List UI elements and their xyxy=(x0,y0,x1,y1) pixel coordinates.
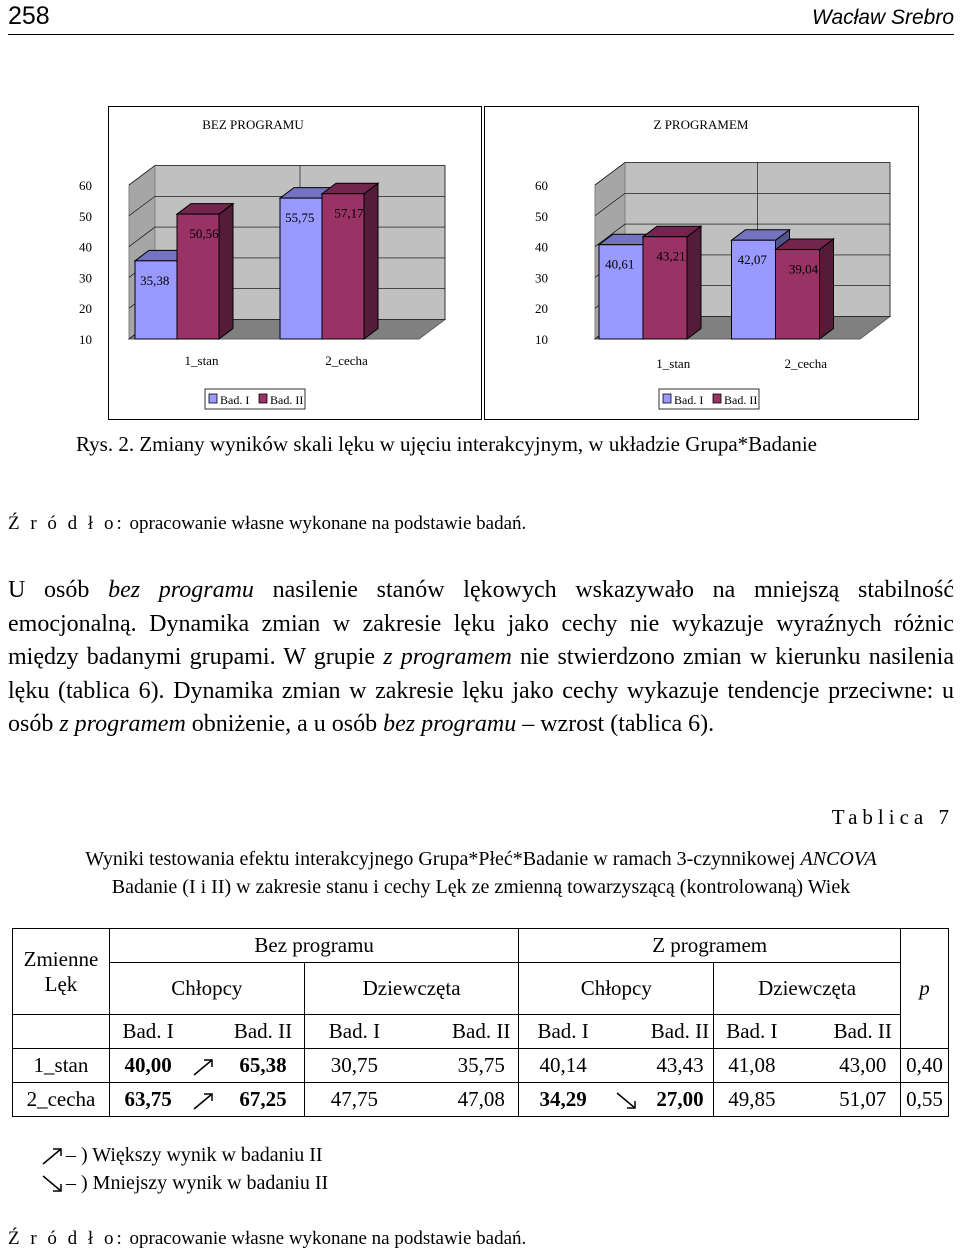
data-label: 50,56 xyxy=(189,226,219,242)
arrow-up-icon xyxy=(191,1056,217,1078)
y-tick-label: 40 xyxy=(79,239,92,255)
arrow-up-icon xyxy=(191,1090,217,1112)
sex-header: Dziewczęta xyxy=(304,963,519,1015)
category-label: 2_cecha xyxy=(784,356,828,371)
y-tick-label: 10 xyxy=(79,332,92,347)
bar-side xyxy=(820,239,834,339)
data-label: 57,17 xyxy=(334,205,364,221)
running-head-author: Wacław Srebro xyxy=(812,6,954,29)
body-paragraph xyxy=(8,574,954,742)
y-tick-label: 60 xyxy=(535,178,548,193)
legend-label: Bad. II xyxy=(724,393,758,407)
bad-header: Bad. I xyxy=(714,1015,790,1049)
page-number: 258 xyxy=(8,2,50,30)
text-run-italic: z programem xyxy=(59,711,186,737)
legend-swatch xyxy=(713,394,721,403)
chart-legend xyxy=(205,389,305,409)
table-row xyxy=(13,1083,949,1117)
bar-badii-1_stan xyxy=(643,226,701,339)
legend-down-text: – ) Mniejszy wynik w badaniu II xyxy=(66,1172,329,1194)
p-value: 0,55 xyxy=(900,1083,948,1117)
source-label: Ź r ó d ł o: xyxy=(8,1228,125,1249)
bar-side xyxy=(687,226,701,339)
text-run-italic: bez programu xyxy=(383,711,517,737)
empty-cell xyxy=(13,1015,110,1049)
category-label: 1_stan xyxy=(656,356,691,371)
y-tick-label: 50 xyxy=(79,208,92,224)
bad-header: Bad. II xyxy=(647,1015,714,1049)
table-title-line2: Badanie (I i II) w zakresie stanu i cechy Lęk ze zmienną towarzyszącą (kontrolowaną) Wiek xyxy=(111,876,851,898)
spacer-cell xyxy=(790,1015,826,1049)
bar-badii-2_cecha xyxy=(776,239,834,339)
value-cell: 47,75 xyxy=(304,1083,404,1117)
legend-up xyxy=(40,1144,323,1167)
value-cell: 34,29 xyxy=(519,1083,607,1117)
value-cell: 40,14 xyxy=(519,1049,607,1083)
results-table xyxy=(12,928,949,1117)
arrow-cell xyxy=(186,1049,222,1083)
arrow-up-icon xyxy=(40,1145,66,1167)
spacer-cell xyxy=(607,1049,647,1083)
data-label: 40,61 xyxy=(605,256,635,272)
bad-header: Bad. II xyxy=(826,1015,901,1049)
text-run: – wzrost (tablica 6). xyxy=(516,711,715,737)
chart-svg xyxy=(79,107,481,419)
row-label: 1_stan xyxy=(13,1049,110,1083)
value-cell: 49,85 xyxy=(714,1083,790,1117)
sex-header: Chłopcy xyxy=(519,963,714,1015)
chart-title: Z PROGRAMEM xyxy=(653,117,749,132)
text-run: nie stwierdzono zmian w kierunku nasilenia lęku (tablica 6). Dynamika zmian w zakresie lęku jako cechy wykazuje tendencje przeciwne: u osób xyxy=(8,644,954,737)
source-label: Ź r ó d ł o: xyxy=(8,513,125,534)
chart-title: BEZ PROGRAMU xyxy=(202,117,304,132)
figure-source xyxy=(8,513,526,535)
bar-badii-1_stan xyxy=(177,204,233,339)
bad-header: Bad. I xyxy=(519,1015,607,1049)
text-run: U osób xyxy=(8,577,109,603)
y-tick-label: 40 xyxy=(535,239,548,255)
spacer-cell xyxy=(186,1015,222,1049)
text-run: Wyniki testowania efektu interakcyjnego Grupa*Płeć*Badanie w ramach 3-czynnikowej xyxy=(85,848,801,870)
value-cell: 65,38 xyxy=(222,1049,304,1083)
y-tick-label: 20 xyxy=(79,301,92,317)
data-label: 42,07 xyxy=(737,252,767,268)
bad-header: Bad. I xyxy=(304,1015,404,1049)
sex-header: Dziewczęta xyxy=(714,963,901,1015)
y-tick-label: 10 xyxy=(535,332,548,347)
bad-header: Bad. I xyxy=(109,1015,186,1049)
bar-side xyxy=(219,204,233,339)
table-label: Tablica 7 xyxy=(831,805,954,829)
value-cell: 27,00 xyxy=(647,1083,714,1117)
legend-up-text: – ) Większy wynik w badaniu II xyxy=(66,1144,323,1166)
value-cell: 43,43 xyxy=(647,1049,714,1083)
p-value: 0,40 xyxy=(900,1049,948,1083)
group-header-bez: Bez programu xyxy=(109,929,518,963)
y-tick-label: 30 xyxy=(79,270,92,286)
text-run-italic: ANCOVA xyxy=(800,848,877,870)
bar-side xyxy=(364,183,378,339)
table-title-line1 xyxy=(8,848,954,871)
data-label: 43,21 xyxy=(656,248,686,264)
source-text: opracowanie własne wykonane na podstawie badań. xyxy=(124,1228,527,1249)
legend-swatch xyxy=(209,394,217,403)
source-text: opracowanie własne wykonane na podstawie badań. xyxy=(124,513,527,534)
spacer-cell xyxy=(607,1015,647,1049)
table-source xyxy=(8,1228,526,1250)
legend-label: Bad. I xyxy=(220,393,250,407)
figure-caption: Rys. 2. Zmiany wyników skali lęku w ujęciu interakcyjnym, w układzie Grupa*Badanie xyxy=(76,432,817,456)
page-header xyxy=(8,0,954,35)
arrow-cell xyxy=(607,1083,647,1117)
text-run: nasilenie stanów lękowych wskazywało na mniejszą stabilność emocjonalną. Dynamika zmian w zakresie lęku jako cechy nie wykazuje wyraźnych różnic między badanymi grupami. W grupie xyxy=(8,577,954,670)
y-tick-label: 50 xyxy=(535,208,548,224)
value-cell: 63,75 xyxy=(109,1083,186,1117)
text-run: obniżenie, a u osób xyxy=(185,711,384,737)
table-row xyxy=(13,1049,949,1083)
legend-label: Bad. I xyxy=(674,393,704,407)
legend-swatch xyxy=(259,394,267,403)
y-tick-label: 30 xyxy=(535,270,548,286)
spacer-cell xyxy=(790,1049,826,1083)
arrow-down-icon xyxy=(40,1173,66,1195)
spacer-cell xyxy=(404,1049,444,1083)
bad-header: Bad. II xyxy=(222,1015,304,1049)
value-cell: 51,07 xyxy=(826,1083,901,1117)
legend-down xyxy=(40,1172,328,1195)
legend-label: Bad. II xyxy=(270,393,304,407)
group-header-z: Z programem xyxy=(519,929,901,963)
data-label: 55,75 xyxy=(285,210,315,226)
arrow-cell xyxy=(186,1083,222,1117)
category-label: 2_cecha xyxy=(325,353,368,368)
data-label: 35,38 xyxy=(140,272,170,288)
arrow-down-icon xyxy=(614,1090,640,1112)
chart-bez-programu xyxy=(79,106,482,420)
value-cell: 30,75 xyxy=(304,1049,404,1083)
sex-header: Chłopcy xyxy=(109,963,304,1015)
bad-header: Bad. II xyxy=(444,1015,519,1049)
var-header: Zmienne Lęk xyxy=(13,929,110,1015)
y-tick-label: 60 xyxy=(79,178,92,193)
spacer-cell xyxy=(790,1083,826,1117)
p-header: p xyxy=(900,929,948,1049)
chart-legend xyxy=(659,389,759,409)
spacer-cell xyxy=(404,1015,444,1049)
value-cell: 43,00 xyxy=(826,1049,901,1083)
text-run-italic: bez programu xyxy=(108,577,254,603)
chart-svg xyxy=(485,107,918,419)
value-cell: 40,00 xyxy=(109,1049,186,1083)
row-label: 2_cecha xyxy=(13,1083,110,1117)
value-cell: 35,75 xyxy=(444,1049,519,1083)
spacer-cell xyxy=(404,1083,444,1117)
category-label: 1_stan xyxy=(184,353,219,368)
text-run-italic: z programem xyxy=(383,644,512,670)
legend-swatch xyxy=(663,394,671,403)
value-cell: 41,08 xyxy=(714,1049,790,1083)
data-label: 39,04 xyxy=(788,261,819,277)
y-tick-label: 20 xyxy=(535,301,548,317)
value-cell: 47,08 xyxy=(444,1083,519,1117)
value-cell: 67,25 xyxy=(222,1083,304,1117)
chart-z-programem xyxy=(484,106,919,420)
